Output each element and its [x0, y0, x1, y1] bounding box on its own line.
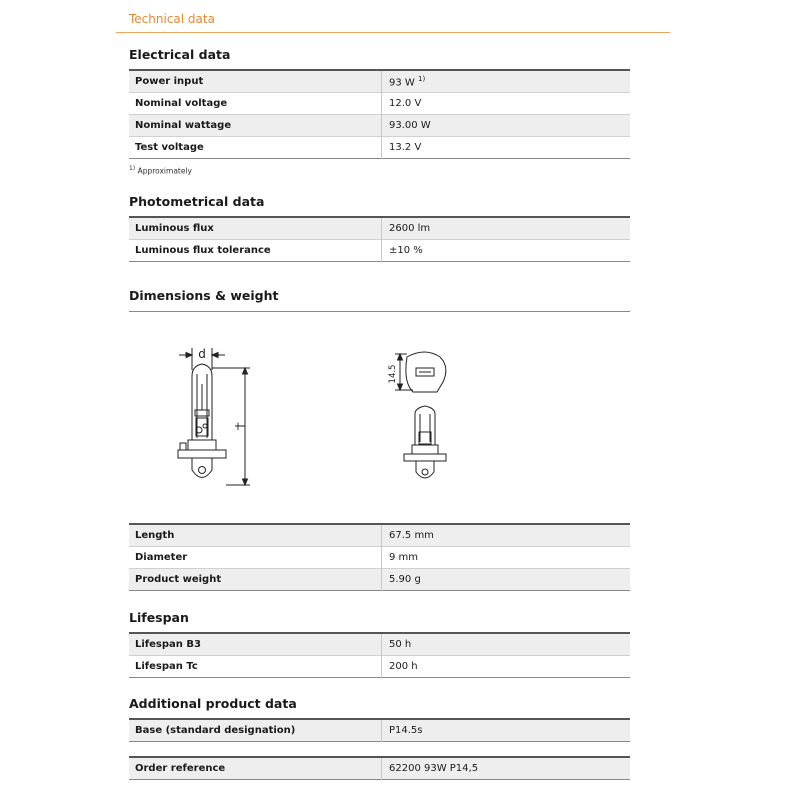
lifespan-table	[129, 632, 630, 678]
row-label: Length	[129, 524, 382, 547]
table-row	[129, 115, 630, 137]
table-row	[129, 547, 630, 569]
row-label: Luminous flux	[129, 217, 382, 240]
row-label: Lifespan Tc	[129, 656, 382, 678]
bulb-front-drawing	[385, 342, 465, 492]
section-divider	[129, 311, 630, 312]
dimensions-section-title: Dimensions & weight	[129, 288, 279, 303]
table-row	[129, 656, 630, 678]
table-row	[129, 240, 630, 262]
footnote-marker: 1)	[129, 165, 136, 172]
row-value: ±10 %	[382, 240, 631, 262]
table-row	[129, 524, 630, 547]
row-value: 9 mm	[382, 547, 631, 569]
table-row	[129, 137, 630, 159]
photometric-table	[129, 216, 630, 262]
footnote-text: Approximately	[137, 166, 192, 176]
row-value: 93.00 W	[382, 115, 631, 137]
row-value	[382, 70, 631, 93]
row-value: 200 h	[382, 656, 631, 678]
electrical-table	[129, 69, 630, 159]
row-value: 13.2 V	[382, 137, 631, 159]
row-label: Diameter	[129, 547, 382, 569]
diameter-label: d	[198, 347, 206, 361]
footnote-ref: 1)	[417, 74, 426, 83]
table-row	[129, 569, 630, 591]
table-row	[129, 633, 630, 656]
base-dimension-label: 14.5	[388, 364, 398, 384]
table-row	[129, 217, 630, 240]
electrical-section-title: Electrical data	[129, 47, 231, 62]
table-row	[129, 93, 630, 115]
row-label: Nominal voltage	[129, 93, 382, 115]
lifespan-section-title: Lifespan	[129, 610, 189, 625]
power-value: 93 W	[389, 77, 415, 89]
row-value: 12.0 V	[382, 93, 631, 115]
order-table	[129, 756, 630, 780]
row-value: 50 h	[382, 633, 631, 656]
table-row	[129, 70, 630, 93]
row-label: Lifespan B3	[129, 633, 382, 656]
table-row	[129, 757, 630, 780]
row-value: 67.5 mm	[382, 524, 631, 547]
additional-table	[129, 718, 630, 742]
page-title: Technical data	[129, 12, 215, 26]
dimensions-table	[129, 523, 630, 591]
row-label: Test voltage	[129, 137, 382, 159]
photometric-section-title: Photometrical data	[129, 194, 265, 209]
footnote	[129, 165, 192, 176]
row-label: Nominal wattage	[129, 115, 382, 137]
row-label: Base (standard designation)	[129, 719, 382, 742]
row-value: P14.5s	[382, 719, 631, 742]
header-divider	[116, 32, 670, 33]
row-label: Power input	[129, 70, 382, 93]
row-label: Luminous flux tolerance	[129, 240, 382, 262]
row-label: Product weight	[129, 569, 382, 591]
table-row	[129, 719, 630, 742]
row-value: 2600 lm	[382, 217, 631, 240]
row-value: 62200 93W P14,5	[382, 757, 631, 780]
bulb-side-drawing	[165, 340, 260, 495]
additional-section-title: Additional product data	[129, 696, 297, 711]
row-value: 5.90 g	[382, 569, 631, 591]
length-label: l	[236, 422, 240, 433]
row-label: Order reference	[129, 757, 382, 780]
